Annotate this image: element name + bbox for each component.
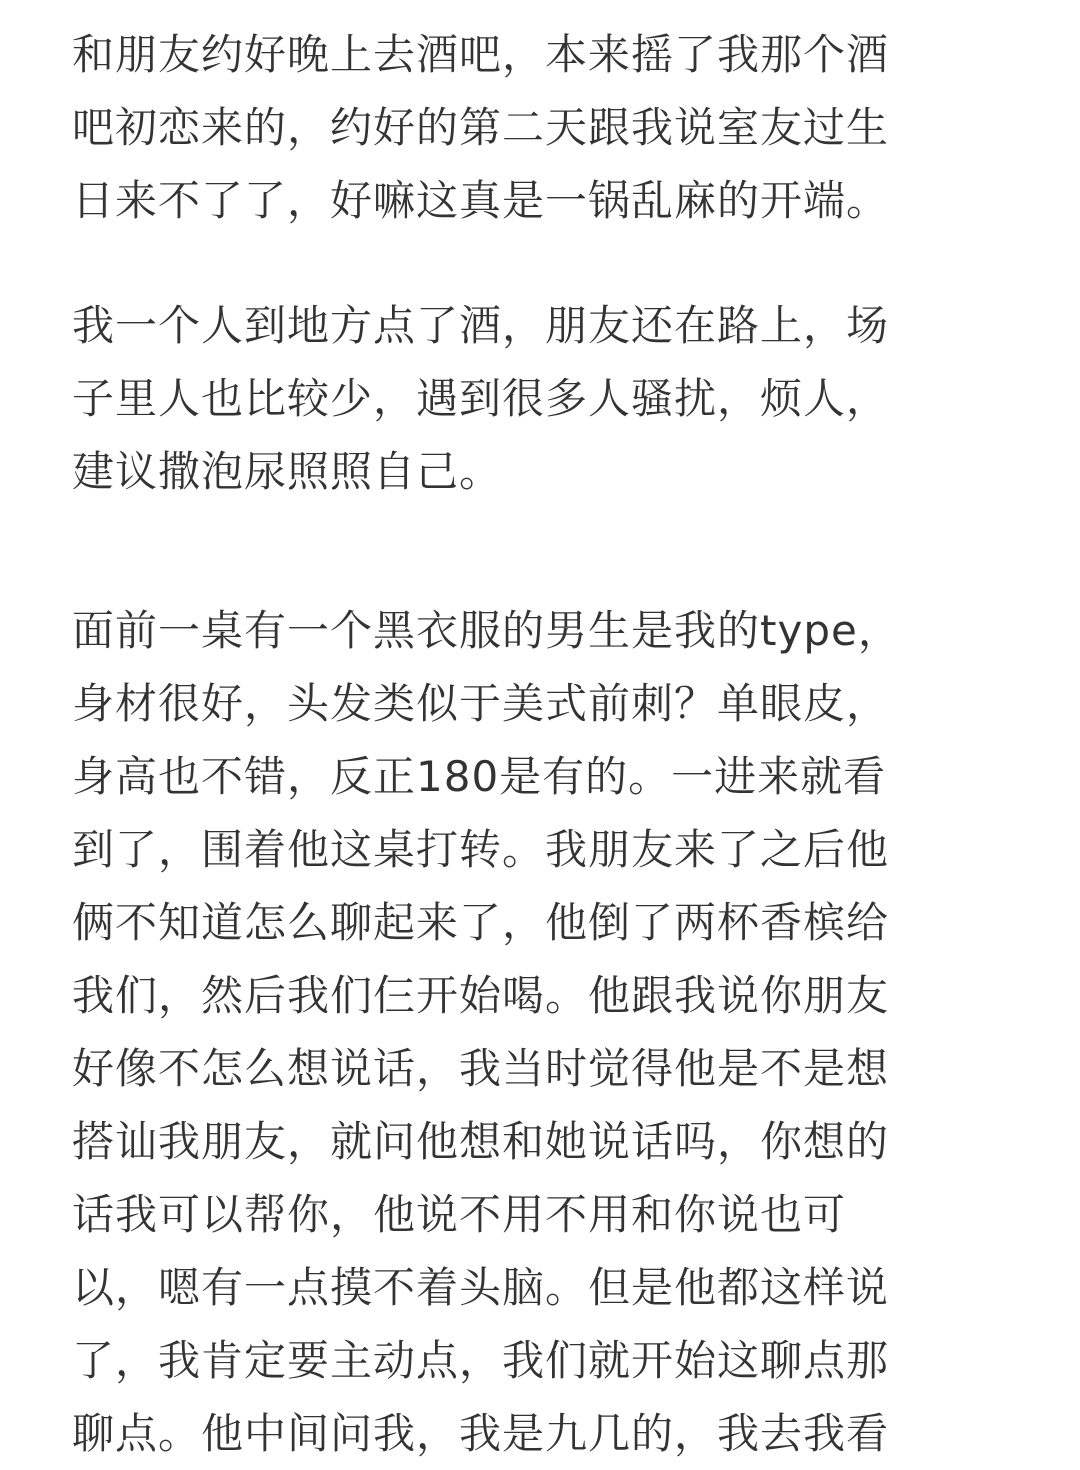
text-line: 我一个人到地方点了酒，朋友还在路上，场 [72,301,890,350]
text-line: 子里人也比较少，遇到很多人骚扰，烦人， [72,374,890,423]
note-body [72,18,1012,1470]
text-line: 以，嗯有一点摸不着头脑。但是他都这样说 [72,1263,890,1312]
text-line: 了，我肯定要主动点，我们就开始这聊点那 [72,1336,890,1385]
text-line: 身高也不错，反正180是有的。一进来就看 [72,752,887,801]
text-line: 聊点。他中间问我，我是九几的，我去我看 [72,1409,890,1458]
text-line: 俩不知道怎么聊起来了，他倒了两杯香槟给 [72,898,890,947]
text-line: 话我可以帮你，他说不用不用和你说也可 [72,1190,847,1239]
paragraph-spacer [72,508,1012,594]
text-line: 面前一桌有一个黑衣服的男生是我的type， [72,606,901,655]
paragraph-3 [72,594,1012,1470]
text-line: 和朋友约好晚上去酒吧，本来摇了我那个酒 [72,30,890,79]
text-line: 建议撒泡尿照照自己。 [72,447,503,496]
text-line: 吧初恋来的，约好的第二天跟我说室友过生 [72,103,890,152]
paragraph-1 [72,18,1012,237]
text-line: 好像不怎么想说话，我当时觉得他是不是想 [72,1044,890,1093]
paragraph-spacer [72,237,1012,289]
paragraph-2 [72,289,1012,508]
text-line: 到了，围着他这桌打转。我朋友来了之后他 [72,825,890,874]
text-line: 日来不了了，好嘛这真是一锅乱麻的开端。 [72,176,890,225]
text-line: 搭讪我朋友，就问他想和她说话吗，你想的 [72,1117,890,1166]
text-line: 身材很好，头发类似于美式前刺？单眼皮， [72,679,890,728]
text-line: 我们，然后我们仨开始喝。他跟我说你朋友 [72,971,890,1020]
